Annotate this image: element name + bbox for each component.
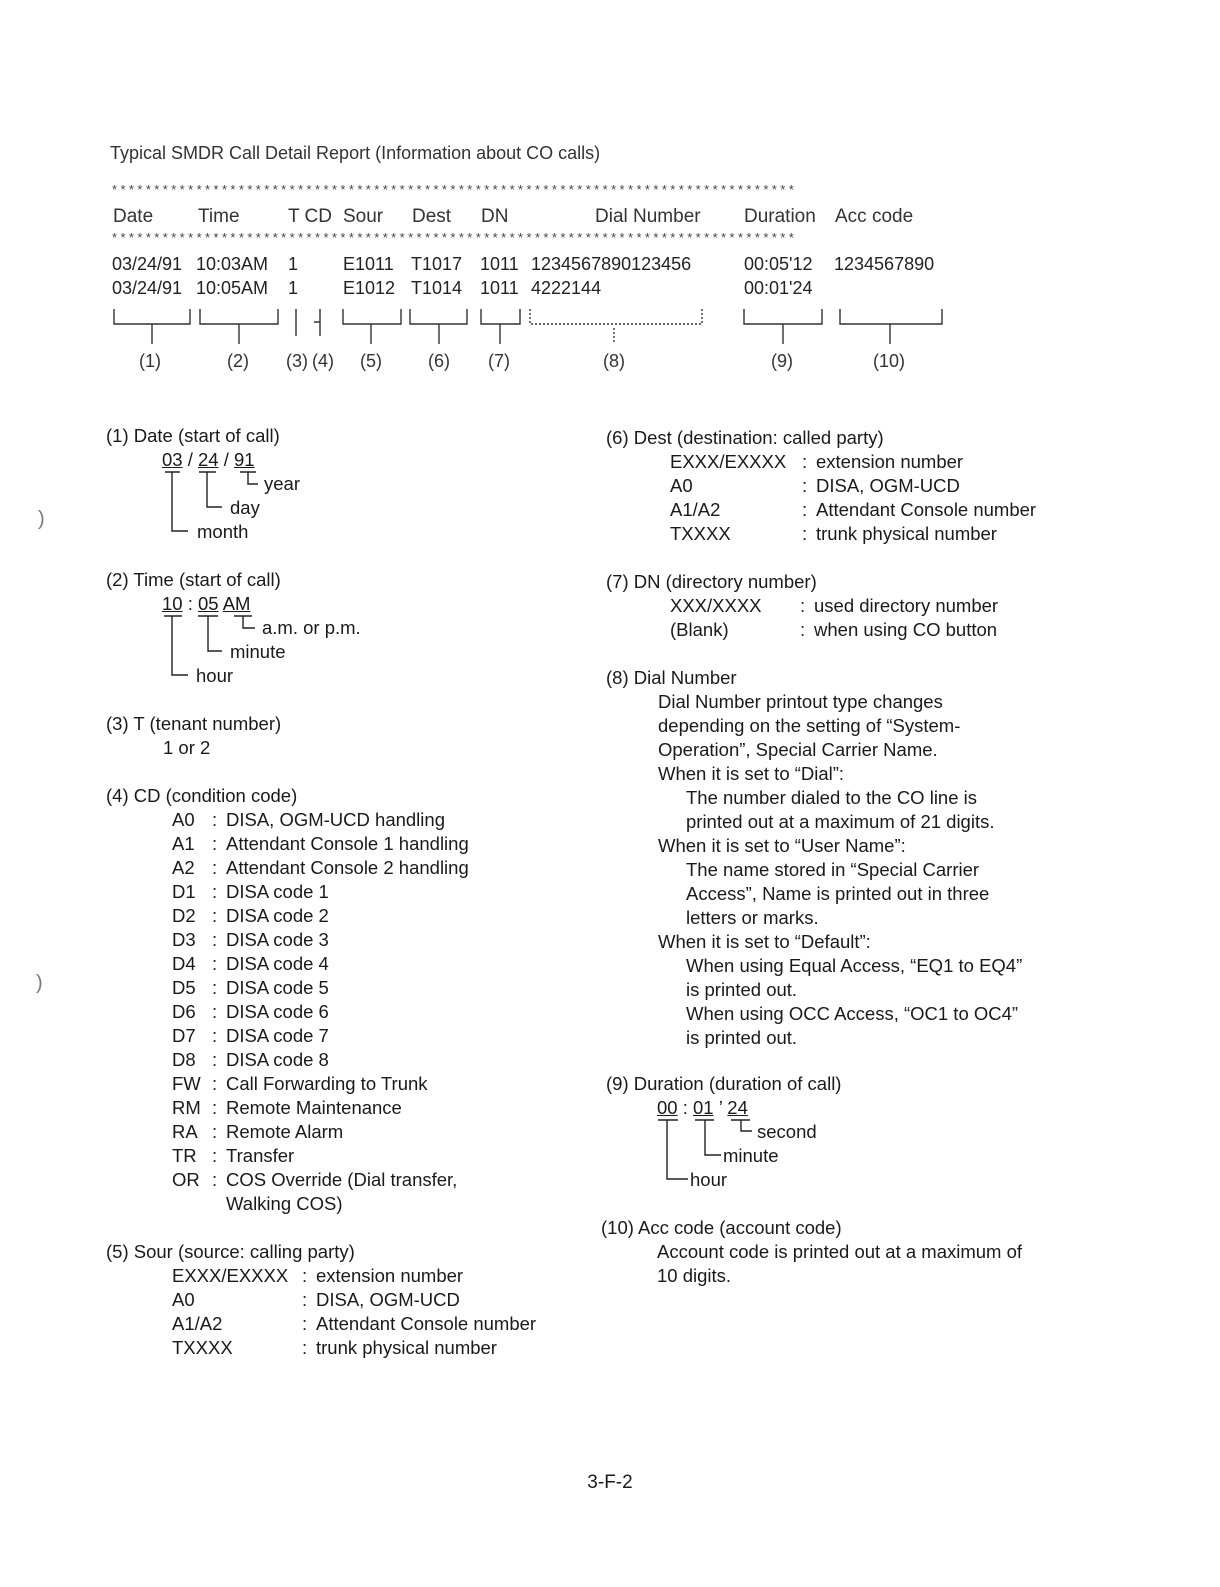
row2-dn: 1011 bbox=[480, 278, 519, 298]
separator-colon: : bbox=[212, 1049, 218, 1070]
code: D5 bbox=[172, 977, 196, 998]
separator-colon: : bbox=[212, 905, 218, 926]
code: EXXX/EXXXX bbox=[670, 451, 787, 472]
account-code-line: 10 digits. bbox=[657, 1265, 732, 1286]
report-title: Typical SMDR Call Detail Report (Information about CO calls) bbox=[110, 143, 601, 163]
code: TXXXX bbox=[670, 523, 731, 544]
row2-date: 03/24/91 bbox=[112, 278, 183, 298]
description: Attendant Console number bbox=[816, 499, 1037, 520]
separator-colon: : bbox=[302, 1265, 308, 1286]
separator-colon: : bbox=[802, 475, 808, 496]
header-acc-code: Acc code bbox=[835, 206, 914, 227]
duration-minute-value: 01 bbox=[693, 1097, 714, 1118]
separator-colon: : bbox=[212, 1121, 218, 1142]
source-code-item bbox=[172, 1288, 536, 1312]
dial-number-line: When using OCC Access, “OC1 to OC4” bbox=[686, 1003, 1019, 1024]
row2-time: 10:05AM bbox=[196, 278, 269, 298]
bracket-label: (6) bbox=[428, 351, 450, 371]
time-example: 10 : 05 AM bbox=[162, 593, 251, 614]
separator-colon: : bbox=[212, 1145, 218, 1166]
header-time: Time bbox=[198, 206, 240, 227]
separator-colon: : bbox=[802, 451, 808, 472]
dial-number-line: Operation”, Special Carrier Name. bbox=[658, 739, 938, 760]
row2-dial-number: 4222144 bbox=[531, 278, 602, 298]
separator-colon: : bbox=[212, 1169, 218, 1190]
duration-example: 00 : 01 ’ 24 bbox=[657, 1097, 748, 1118]
tenant-values: 1 or 2 bbox=[163, 737, 211, 758]
code: D7 bbox=[172, 1025, 196, 1046]
header-sour: Sour bbox=[343, 206, 384, 227]
description: DISA, OGM-UCD handling bbox=[226, 809, 445, 830]
code: A2 bbox=[172, 857, 195, 878]
row1-dn: 1011 bbox=[480, 254, 519, 274]
row1-tenant: 1 bbox=[288, 254, 299, 274]
separator-colon: : bbox=[212, 929, 218, 950]
description: DISA code 7 bbox=[226, 1025, 329, 1046]
time-minute-value: 05 bbox=[198, 593, 219, 614]
row1-dial-number: 1234567890123456 bbox=[531, 254, 692, 274]
row2-duration: 00:01'24 bbox=[744, 278, 813, 298]
date-day-label: day bbox=[230, 497, 260, 518]
header-date: Date bbox=[113, 206, 154, 227]
row1-date: 03/24/91 bbox=[112, 254, 183, 274]
header-tcd: T CD bbox=[288, 206, 332, 227]
duration-hour-value: 00 bbox=[657, 1097, 678, 1118]
row1-sour: E1011 bbox=[343, 254, 394, 274]
description: DISA, OGM-UCD bbox=[316, 1289, 460, 1310]
code: D4 bbox=[172, 953, 196, 974]
description: DISA code 8 bbox=[226, 1049, 329, 1070]
dial-number-line: is printed out. bbox=[686, 1027, 798, 1048]
separator-colon: : bbox=[212, 833, 218, 854]
description: trunk physical number bbox=[816, 523, 997, 544]
separator-colon: : bbox=[800, 595, 806, 616]
duration-second-label: second bbox=[757, 1121, 817, 1142]
description: COS Override (Dial transfer, bbox=[226, 1169, 458, 1190]
code: D2 bbox=[172, 905, 196, 926]
source-code-list bbox=[172, 1264, 536, 1360]
description: Remote Alarm bbox=[226, 1121, 344, 1142]
description: DISA, OGM-UCD bbox=[816, 475, 960, 496]
code: D8 bbox=[172, 1049, 196, 1070]
source-code-item bbox=[172, 1264, 536, 1288]
section-heading: (6) Dest (destination: called party) bbox=[606, 427, 884, 448]
header-dest: Dest bbox=[412, 206, 452, 227]
description: extension number bbox=[316, 1265, 464, 1286]
separator-colon: : bbox=[212, 1097, 218, 1118]
section-heading: (7) DN (directory number) bbox=[606, 571, 817, 592]
dial-number-line: When using Equal Access, “EQ1 to EQ4” bbox=[686, 955, 1023, 976]
separator-colon: : bbox=[212, 1001, 218, 1022]
dial-number-line: is printed out. bbox=[686, 979, 798, 1000]
separator-colon: : bbox=[212, 881, 218, 902]
description: Attendant Console number bbox=[316, 1313, 537, 1334]
code: FW bbox=[172, 1073, 201, 1094]
code: TXXXX bbox=[172, 1337, 233, 1358]
dial-number-line: The name stored in “Special Carrier bbox=[686, 859, 980, 880]
bracket-label: (4) bbox=[312, 351, 334, 371]
section-heading: (8) Dial Number bbox=[606, 667, 737, 688]
row2-dest: T1014 bbox=[411, 278, 463, 298]
scan-mark: ) bbox=[36, 972, 43, 994]
dial-number-line: When it is set to “User Name”: bbox=[658, 835, 906, 856]
description: Remote Maintenance bbox=[226, 1097, 402, 1118]
code: D3 bbox=[172, 929, 196, 950]
bracket-label: (8) bbox=[603, 351, 625, 371]
row1-acc-code: 1234567890 bbox=[834, 254, 935, 274]
code: A0 bbox=[172, 809, 195, 830]
duration-hour-label: hour bbox=[690, 1169, 728, 1190]
description: DISA code 6 bbox=[226, 1001, 329, 1022]
header-dial-number: Dial Number bbox=[595, 206, 701, 227]
bracket-label: (7) bbox=[488, 351, 510, 371]
code: A1 bbox=[172, 833, 195, 854]
separator-colon: : bbox=[212, 809, 218, 830]
dial-number-line: Dial Number printout type changes bbox=[658, 691, 943, 712]
bracket-label: (10) bbox=[873, 351, 906, 371]
description: DISA code 5 bbox=[226, 977, 329, 998]
code: D6 bbox=[172, 1001, 196, 1022]
section-heading: (1) Date (start of call) bbox=[106, 425, 280, 446]
code: EXXX/EXXXX bbox=[172, 1265, 289, 1286]
separator-colon: : bbox=[212, 1073, 218, 1094]
code: A1/A2 bbox=[172, 1313, 223, 1334]
separator-stars-bottom: ********************************************************************************* bbox=[112, 230, 798, 245]
time-hour-label: hour bbox=[196, 665, 234, 686]
description: DISA code 2 bbox=[226, 905, 329, 926]
time-ampm-value: AM bbox=[222, 593, 251, 614]
description: used directory number bbox=[814, 595, 999, 616]
section-heading: (2) Time (start of call) bbox=[106, 569, 281, 590]
description: Attendant Console 1 handling bbox=[226, 833, 469, 854]
dial-number-line: depending on the setting of “System- bbox=[658, 715, 961, 736]
dial-number-line: When it is set to “Dial”: bbox=[658, 763, 845, 784]
section-heading: (10) Acc code (account code) bbox=[601, 1217, 842, 1238]
description: DISA code 4 bbox=[226, 953, 329, 974]
time-minute-label: minute bbox=[230, 641, 286, 662]
bracket-label: (1) bbox=[139, 351, 161, 371]
code: A1/A2 bbox=[670, 499, 721, 520]
separator-colon: : bbox=[302, 1313, 308, 1334]
bracket-label: (5) bbox=[360, 351, 382, 371]
date-month-label: month bbox=[197, 521, 249, 542]
date-month-value: 03 bbox=[162, 449, 183, 470]
source-code-item bbox=[172, 1312, 536, 1336]
description: Walking COS) bbox=[226, 1193, 343, 1214]
time-ampm-label: a.m. or p.m. bbox=[262, 617, 361, 638]
duration-second-value: 24 bbox=[727, 1097, 748, 1118]
code: XXX/XXXX bbox=[670, 595, 762, 616]
dial-number-line: The number dialed to the CO line is bbox=[686, 787, 978, 808]
page-number: 3-F-2 bbox=[587, 1472, 633, 1493]
bracket-label: (9) bbox=[771, 351, 793, 371]
separator-colon: : bbox=[212, 953, 218, 974]
row2-sour: E1012 bbox=[343, 278, 396, 298]
bracket-label: (2) bbox=[227, 351, 249, 371]
separator-colon: : bbox=[302, 1337, 308, 1358]
separator-colon: : bbox=[800, 619, 806, 640]
description: DISA code 1 bbox=[226, 881, 329, 902]
separator-colon: : bbox=[302, 1289, 308, 1310]
time-hour-value: 10 bbox=[162, 593, 183, 614]
header-duration: Duration bbox=[744, 206, 816, 227]
section-heading: (3) T (tenant number) bbox=[106, 713, 282, 734]
dial-number-line: letters or marks. bbox=[686, 907, 819, 928]
description: extension number bbox=[816, 451, 964, 472]
separator-colon: : bbox=[802, 523, 808, 544]
account-code-line: Account code is printed out at a maximum of bbox=[657, 1241, 1023, 1262]
separator-colon: : bbox=[212, 857, 218, 878]
description: Attendant Console 2 handling bbox=[226, 857, 469, 878]
description: Call Forwarding to Trunk bbox=[226, 1073, 428, 1094]
code: (Blank) bbox=[670, 619, 729, 640]
date-year-value: 91 bbox=[234, 449, 255, 470]
scan-mark: ) bbox=[38, 508, 45, 530]
code: RM bbox=[172, 1097, 201, 1118]
section-heading: (5) Sour (source: calling party) bbox=[106, 1241, 355, 1262]
row1-dest: T1017 bbox=[411, 254, 463, 274]
section-heading: (4) CD (condition code) bbox=[106, 785, 298, 806]
row1-time: 10:03AM bbox=[196, 254, 269, 274]
row2-tenant: 1 bbox=[288, 278, 299, 298]
description: DISA code 3 bbox=[226, 929, 329, 950]
description: Transfer bbox=[226, 1145, 295, 1166]
separator-colon: : bbox=[212, 977, 218, 998]
code: A0 bbox=[172, 1289, 195, 1310]
row1-duration: 00:05'12 bbox=[744, 254, 813, 274]
duration-minute-label: minute bbox=[723, 1145, 779, 1166]
separator-colon: : bbox=[212, 1025, 218, 1046]
code: A0 bbox=[670, 475, 693, 496]
source-code-item bbox=[172, 1336, 536, 1360]
code: OR bbox=[172, 1169, 200, 1190]
separator-stars-top: ********************************************************************************* bbox=[112, 182, 798, 197]
code: RA bbox=[172, 1121, 198, 1142]
dial-number-line: When it is set to “Default”: bbox=[658, 931, 871, 952]
date-example: 03 / 24 / 91 bbox=[162, 449, 255, 470]
bracket-label: (3) bbox=[286, 351, 308, 371]
description: trunk physical number bbox=[316, 1337, 497, 1358]
section-heading: (9) Duration (duration of call) bbox=[606, 1073, 842, 1094]
date-year-label: year bbox=[264, 473, 300, 494]
header-dn: DN bbox=[481, 206, 509, 227]
dial-number-line: printed out at a maximum of 21 digits. bbox=[686, 811, 995, 832]
dial-number-line: Access”, Name is printed out in three bbox=[686, 883, 990, 904]
date-day-value: 24 bbox=[198, 449, 219, 470]
description: when using CO button bbox=[814, 619, 998, 640]
separator-colon: : bbox=[802, 499, 808, 520]
code: D1 bbox=[172, 881, 196, 902]
code: TR bbox=[172, 1145, 197, 1166]
